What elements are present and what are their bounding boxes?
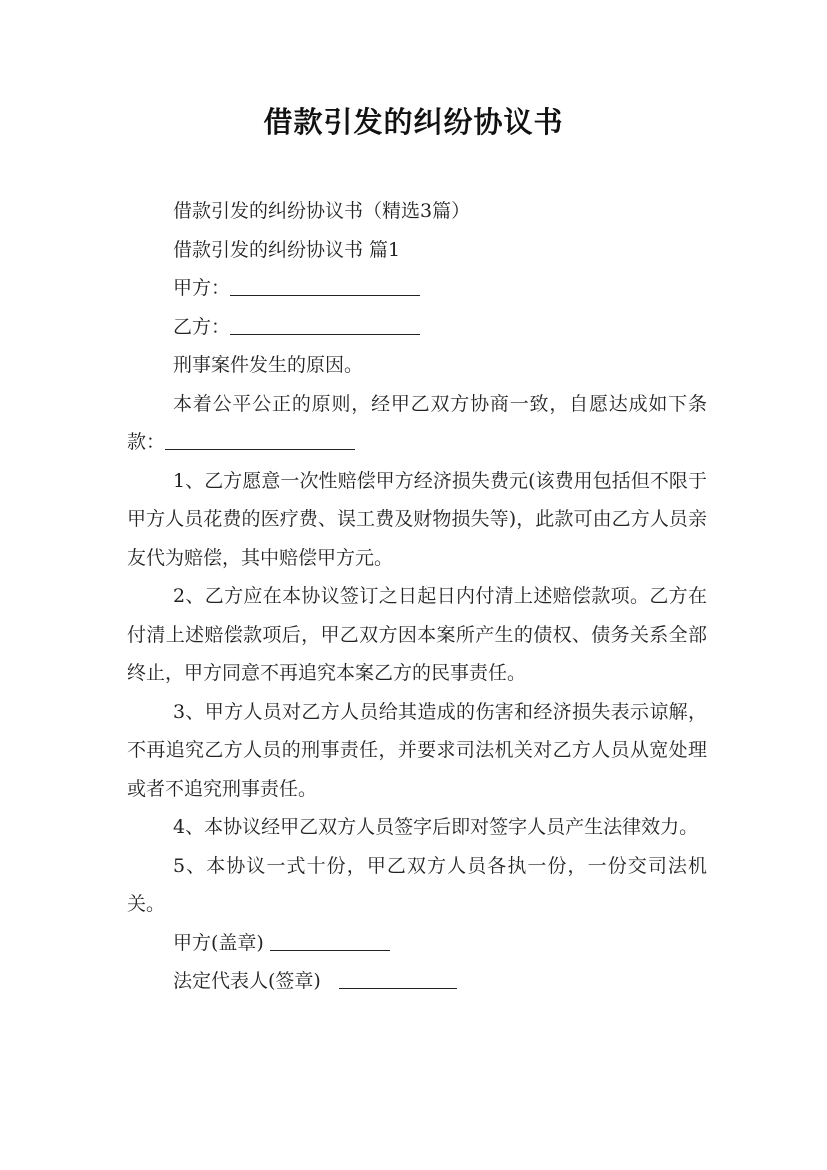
signature-party-a-label: 甲方(盖章) bbox=[173, 931, 264, 954]
party-a-line bbox=[127, 269, 707, 308]
signature-party-a-blank bbox=[270, 926, 390, 951]
clause-5: 5、本协议一式十份，甲乙双方人员各执一份，一份交司法机关。 bbox=[127, 854, 707, 915]
party-b-blank bbox=[230, 310, 420, 335]
signature-party-a bbox=[127, 924, 707, 963]
subtitle: 借款引发的纠纷协议书（精选3篇） bbox=[173, 200, 471, 222]
signature-legal-rep-blank bbox=[339, 964, 457, 989]
document-title: 借款引发的纠纷协议书 bbox=[263, 105, 564, 139]
terms-blank bbox=[165, 425, 355, 450]
signature-legal-rep bbox=[127, 962, 707, 1001]
party-a-label: 甲方： bbox=[173, 277, 231, 299]
clause-3: 3、甲方人员对乙方人员给其造成的伤害和经济损失表示谅解，不再追究乙方人员的刑事责任，并要求司法机关对乙方人员从宽处理或者不追究刑事责任。 bbox=[127, 700, 707, 800]
clause-2: 2、乙方应在本协议签订之日起日内付清上述赔偿款项。乙方在付清上述赔偿款项后，甲乙双方因本案所产生的债权、债务关系全部终止，甲方同意不再追究本案乙方的民事责任。 bbox=[127, 585, 707, 684]
party-a-blank bbox=[230, 271, 420, 296]
signature-legal-rep-label: 法定代表人(签章) bbox=[173, 970, 321, 992]
document-body bbox=[127, 192, 707, 1001]
section-heading: 借款引发的纠纷协议书 篇1 bbox=[173, 238, 401, 261]
cause-paragraph: 刑事案件发生的原因。 bbox=[173, 354, 364, 376]
intro-paragraph bbox=[127, 385, 707, 462]
party-b-line bbox=[127, 308, 707, 347]
clause-4: 4、本协议经甲乙双方人员签字后即对签字人员产生法律效力。 bbox=[173, 816, 699, 838]
party-b-label: 乙方： bbox=[173, 315, 231, 338]
intro-text: 本着公平公正的原则，经甲乙双方协商一致，自愿达成如下条款： bbox=[127, 392, 707, 453]
clause-1: 1、乙方愿意一次性赔偿甲方经济损失费元(该费用包括但不限于甲方人员花费的医疗费、误工费及财物损失等)，此款可由乙方人员亲友代为赔偿，其中赔偿甲方元。 bbox=[127, 469, 707, 569]
